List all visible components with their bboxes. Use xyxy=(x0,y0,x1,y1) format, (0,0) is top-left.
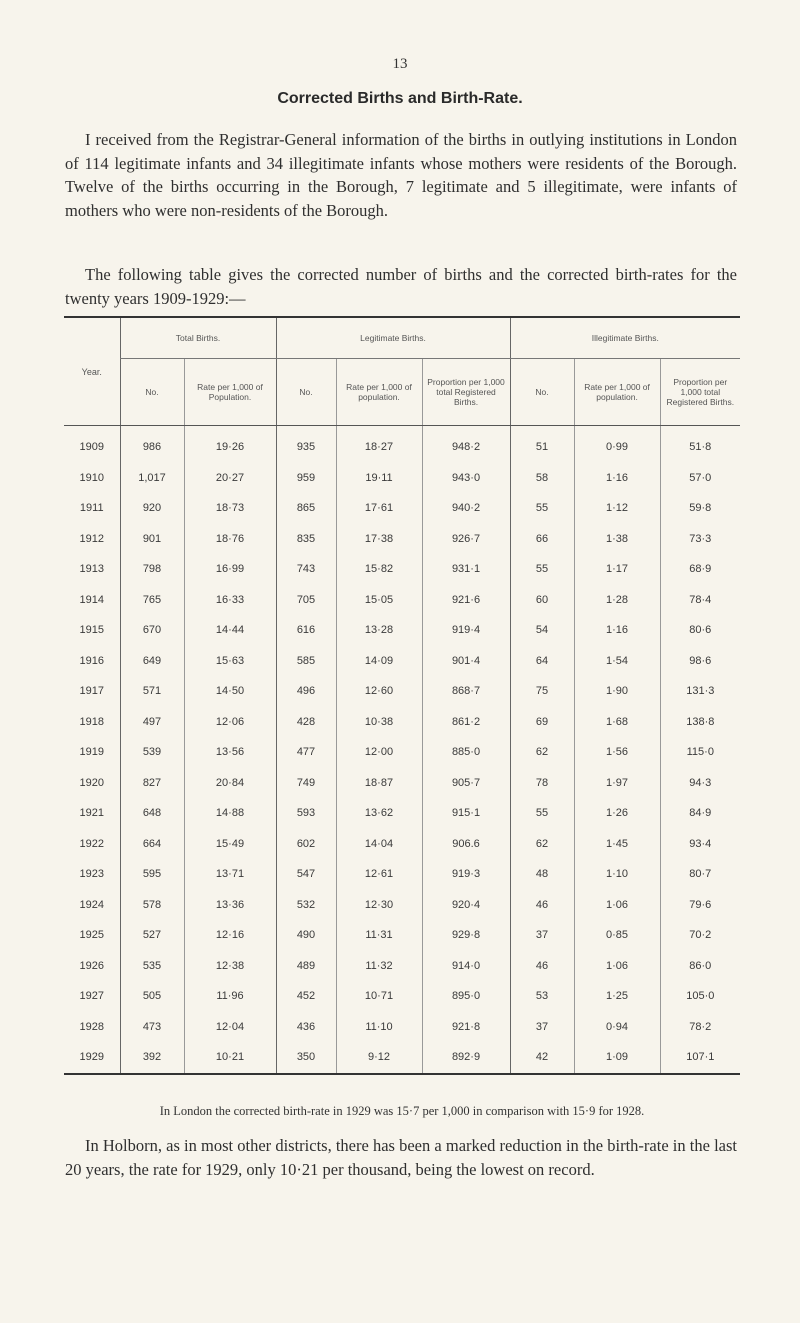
total-no-cell: 648 xyxy=(120,798,184,829)
legitimate-proportion-cell: 943·0 xyxy=(422,463,510,494)
illegitimate-rate-cell: 1·06 xyxy=(574,890,660,921)
legitimate-rate-cell: 17·61 xyxy=(336,493,422,524)
legitimate-proportion-cell: 921·6 xyxy=(422,585,510,616)
year-cell: 1910 xyxy=(79,471,104,484)
illegitimate-proportion-cell: 86·0 xyxy=(660,951,740,982)
year-cell: 1923 xyxy=(79,868,104,881)
legitimate-no-cell: 593 xyxy=(276,798,336,829)
legitimate-no-cell: 602 xyxy=(276,829,336,860)
illegitimate-no-cell: 48 xyxy=(510,859,574,890)
total-no-cell: 497 xyxy=(120,707,184,738)
legitimate-rate-cell: 12·00 xyxy=(336,737,422,768)
total-no-cell: 664 xyxy=(120,829,184,860)
legitimate-rate-cell: 17·38 xyxy=(336,524,422,555)
table-row xyxy=(64,524,740,555)
year-cell: 1928 xyxy=(79,1020,104,1033)
legitimate-proportion-cell: 885·0 xyxy=(422,737,510,768)
table-row xyxy=(64,981,740,1012)
legitimate-proportion-cell: 948·2 xyxy=(422,426,510,463)
year-cell: 1921 xyxy=(79,807,104,820)
illegitimate-rate-cell: 1·54 xyxy=(574,646,660,677)
total-no-cell: 901 xyxy=(120,524,184,555)
illegitimate-no-cell: 37 xyxy=(510,920,574,951)
total-no-cell: 986 xyxy=(120,426,184,463)
legitimate-no-cell: 705 xyxy=(276,585,336,616)
illegitimate-proportion-cell: 94·3 xyxy=(660,768,740,799)
legitimate-births-header: Legitimate Births. xyxy=(276,318,510,359)
total-no-cell: 827 xyxy=(120,768,184,799)
illegitimate-proportion-cell: 73·3 xyxy=(660,524,740,555)
illegitimate-proportion-cell: 138·8 xyxy=(660,707,740,738)
legitimate-rate-cell: 12·30 xyxy=(336,890,422,921)
total-no-cell: 798 xyxy=(120,554,184,585)
total-no-header: No. xyxy=(120,359,184,426)
legitimate-no-cell: 935 xyxy=(276,426,336,463)
legitimate-no-cell: 428 xyxy=(276,707,336,738)
total-no-cell: 1,017 xyxy=(120,463,184,494)
illegitimate-proportion-cell: 79·6 xyxy=(660,890,740,921)
illegitimate-rate-cell: 1·68 xyxy=(574,707,660,738)
year-cell: 1914 xyxy=(79,593,104,606)
illegitimate-no-cell: 54 xyxy=(510,615,574,646)
legitimate-rate-cell: 14·09 xyxy=(336,646,422,677)
illegitimate-proportion-cell: 105·0 xyxy=(660,981,740,1012)
illegitimate-proportion-cell: 80·7 xyxy=(660,859,740,890)
legitimate-rate-cell: 12·61 xyxy=(336,859,422,890)
illegitimate-no-cell: 55 xyxy=(510,554,574,585)
illegitimate-proportion-cell: 93·4 xyxy=(660,829,740,860)
total-no-cell: 595 xyxy=(120,859,184,890)
legitimate-no-cell: 490 xyxy=(276,920,336,951)
year-cell: 1919 xyxy=(79,746,104,759)
intro-paragraph: I received from the Registrar-General information of the births in outlying institutions in London of 114 legitimate infants and 34 illegitimate infants whose mothers were residents of the Borough. Twelve of the births occurring in the Borough, 7 legitimate and 5 illegitimate, were infants of mothers who were non-residents of the Borough. xyxy=(65,130,737,220)
table-row xyxy=(64,768,740,799)
illegitimate-rate-cell: 1·12 xyxy=(574,493,660,524)
illegitimate-no-cell: 66 xyxy=(510,524,574,555)
legitimate-no-header: No. xyxy=(276,359,336,426)
total-rate-cell: 15·49 xyxy=(184,829,276,860)
total-no-cell: 527 xyxy=(120,920,184,951)
table-row xyxy=(64,859,740,890)
legitimate-proportion-cell: 906.6 xyxy=(422,829,510,860)
total-rate-cell: 20·27 xyxy=(184,463,276,494)
illegitimate-proportion-cell: 107·1 xyxy=(660,1042,740,1073)
legitimate-proportion-cell: 905·7 xyxy=(422,768,510,799)
table-row xyxy=(64,646,740,677)
total-no-cell: 649 xyxy=(120,646,184,677)
illegitimate-rate-cell: 1·28 xyxy=(574,585,660,616)
table-row xyxy=(64,463,740,494)
illegitimate-proportion-cell: 115·0 xyxy=(660,737,740,768)
table-row xyxy=(64,1012,740,1043)
illegitimate-no-cell: 55 xyxy=(510,493,574,524)
legitimate-no-cell: 585 xyxy=(276,646,336,677)
legitimate-rate-cell: 13·28 xyxy=(336,615,422,646)
total-rate-cell: 14·50 xyxy=(184,676,276,707)
total-rate-cell: 10·21 xyxy=(184,1042,276,1073)
legitimate-proportion-cell: 929·8 xyxy=(422,920,510,951)
illegitimate-no-cell: 46 xyxy=(510,951,574,982)
table-row xyxy=(64,707,740,738)
table-intro-paragraph: The following table gives the corrected number of births and the corrected birth-rates for the twenty years 1909-1929:— xyxy=(65,265,737,308)
legitimate-proportion-cell: 868·7 xyxy=(422,676,510,707)
illegitimate-rate-cell: 1·25 xyxy=(574,981,660,1012)
legitimate-no-cell: 496 xyxy=(276,676,336,707)
legitimate-proportion-cell: 920·4 xyxy=(422,890,510,921)
legitimate-no-cell: 616 xyxy=(276,615,336,646)
illegitimate-no-cell: 53 xyxy=(510,981,574,1012)
total-no-cell: 578 xyxy=(120,890,184,921)
year-cell: 1917 xyxy=(79,685,104,698)
legitimate-no-cell: 865 xyxy=(276,493,336,524)
total-rate-cell: 13·71 xyxy=(184,859,276,890)
legitimate-no-cell: 489 xyxy=(276,951,336,982)
table-row xyxy=(64,426,740,463)
total-no-cell: 505 xyxy=(120,981,184,1012)
legitimate-no-cell: 350 xyxy=(276,1042,336,1073)
legitimate-proportion-cell: 892·9 xyxy=(422,1042,510,1073)
year-cell: 1925 xyxy=(79,929,104,942)
illegitimate-rate-cell: 1·09 xyxy=(574,1042,660,1073)
total-rate-cell: 12·38 xyxy=(184,951,276,982)
footnote: In London the corrected birth-rate in 1929 was 15·7 per 1,000 in comparison with 15·9 for 1928. xyxy=(159,1104,645,1118)
legitimate-proportion-cell: 914·0 xyxy=(422,951,510,982)
illegitimate-proportion-cell: 84·9 xyxy=(660,798,740,829)
page-number: 13 xyxy=(392,56,408,72)
illegitimate-no-cell: 78 xyxy=(510,768,574,799)
table-row xyxy=(64,920,740,951)
legitimate-proportion-cell: 915·1 xyxy=(422,798,510,829)
legitimate-proportion-cell: 919·3 xyxy=(422,859,510,890)
year-cell: 1920 xyxy=(79,776,104,789)
year-cell: 1911 xyxy=(79,502,104,515)
legitimate-no-cell: 436 xyxy=(276,1012,336,1043)
table-row xyxy=(64,676,740,707)
table-row xyxy=(64,798,740,829)
total-births-header: Total Births. xyxy=(120,318,276,359)
table-row xyxy=(64,585,740,616)
legitimate-rate-cell: 10·71 xyxy=(336,981,422,1012)
total-rate-cell: 12·16 xyxy=(184,920,276,951)
illegitimate-no-header: No. xyxy=(510,359,574,426)
year-cell: 1929 xyxy=(79,1051,104,1064)
total-no-cell: 473 xyxy=(120,1012,184,1043)
illegitimate-no-cell: 58 xyxy=(510,463,574,494)
legitimate-rate-cell: 14·04 xyxy=(336,829,422,860)
total-rate-cell: 13·56 xyxy=(184,737,276,768)
legitimate-proportion-cell: 921·8 xyxy=(422,1012,510,1043)
total-rate-cell: 16·99 xyxy=(184,554,276,585)
legitimate-no-cell: 452 xyxy=(276,981,336,1012)
illegitimate-rate-cell: 0·99 xyxy=(574,426,660,463)
year-cell: 1924 xyxy=(79,898,104,911)
year-cell: 1918 xyxy=(79,715,104,728)
illegitimate-proportion-cell: 51·8 xyxy=(660,426,740,463)
legitimate-proportion-cell: 895·0 xyxy=(422,981,510,1012)
legitimate-no-cell: 532 xyxy=(276,890,336,921)
year-cell: 1922 xyxy=(79,837,104,850)
legitimate-no-cell: 835 xyxy=(276,524,336,555)
table-row xyxy=(64,829,740,860)
total-no-cell: 571 xyxy=(120,676,184,707)
illegitimate-proportion-cell: 68·9 xyxy=(660,554,740,585)
total-rate-cell: 14·44 xyxy=(184,615,276,646)
table-row xyxy=(64,554,740,585)
total-rate-cell: 12·06 xyxy=(184,707,276,738)
conclusion-paragraph: In Holborn, as in most other districts, there has been a marked reduction in the birth-rate in the last 20 years, the rate for 1929, only 10·21 per thousand, being the lowest on record. xyxy=(65,1136,737,1179)
illegitimate-proportion-header: Proportion per 1,000 total Registered Births. xyxy=(660,359,740,426)
legitimate-no-cell: 749 xyxy=(276,768,336,799)
legitimate-rate-cell: 15·05 xyxy=(336,585,422,616)
illegitimate-proportion-cell: 78·2 xyxy=(660,1012,740,1043)
illegitimate-rate-cell: 1·97 xyxy=(574,768,660,799)
legitimate-rate-cell: 12·60 xyxy=(336,676,422,707)
illegitimate-rate-cell: 1·45 xyxy=(574,829,660,860)
total-rate-cell: 16·33 xyxy=(184,585,276,616)
illegitimate-no-cell: 42 xyxy=(510,1042,574,1073)
illegitimate-rate-cell: 0·94 xyxy=(574,1012,660,1043)
year-cell: 1916 xyxy=(79,654,104,667)
legitimate-no-cell: 477 xyxy=(276,737,336,768)
total-no-cell: 920 xyxy=(120,493,184,524)
legitimate-rate-cell: 19·11 xyxy=(336,463,422,494)
illegitimate-rate-cell: 1·10 xyxy=(574,859,660,890)
illegitimate-no-cell: 37 xyxy=(510,1012,574,1043)
legitimate-rate-cell: 10·38 xyxy=(336,707,422,738)
illegitimate-rate-cell: 1·16 xyxy=(574,615,660,646)
illegitimate-rate-cell: 0·85 xyxy=(574,920,660,951)
total-no-cell: 539 xyxy=(120,737,184,768)
legitimate-rate-cell: 11·10 xyxy=(336,1012,422,1043)
illegitimate-rate-cell: 1·17 xyxy=(574,554,660,585)
total-no-cell: 670 xyxy=(120,615,184,646)
births-table-container xyxy=(64,316,740,1075)
table-row xyxy=(64,890,740,921)
illegitimate-no-cell: 46 xyxy=(510,890,574,921)
legitimate-no-cell: 959 xyxy=(276,463,336,494)
illegitimate-no-cell: 55 xyxy=(510,798,574,829)
legitimate-rate-header: Rate per 1,000 of population. xyxy=(336,359,422,426)
illegitimate-proportion-cell: 131·3 xyxy=(660,676,740,707)
illegitimate-no-cell: 69 xyxy=(510,707,574,738)
illegitimate-births-header: Illegitimate Births. xyxy=(510,318,740,359)
total-rate-cell: 11·96 xyxy=(184,981,276,1012)
total-rate-cell: 19·26 xyxy=(184,426,276,463)
total-rate-cell: 14·88 xyxy=(184,798,276,829)
illegitimate-rate-header: Rate per 1,000 of population. xyxy=(574,359,660,426)
section-heading: Corrected Births and Birth-Rate. xyxy=(277,90,523,107)
legitimate-rate-cell: 9·12 xyxy=(336,1042,422,1073)
illegitimate-rate-cell: 1·56 xyxy=(574,737,660,768)
total-no-cell: 392 xyxy=(120,1042,184,1073)
legitimate-no-cell: 743 xyxy=(276,554,336,585)
legitimate-rate-cell: 18·27 xyxy=(336,426,422,463)
illegitimate-rate-cell: 1·26 xyxy=(574,798,660,829)
table-row xyxy=(64,1042,740,1073)
illegitimate-proportion-cell: 80·6 xyxy=(660,615,740,646)
illegitimate-proportion-cell: 59·8 xyxy=(660,493,740,524)
illegitimate-proportion-cell: 78·4 xyxy=(660,585,740,616)
legitimate-proportion-cell: 861·2 xyxy=(422,707,510,738)
illegitimate-proportion-cell: 57·0 xyxy=(660,463,740,494)
total-rate-cell: 18·76 xyxy=(184,524,276,555)
legitimate-rate-cell: 11·31 xyxy=(336,920,422,951)
illegitimate-no-cell: 75 xyxy=(510,676,574,707)
table-row xyxy=(64,737,740,768)
births-table-body xyxy=(64,426,740,1073)
year-header: Year. xyxy=(64,318,120,426)
illegitimate-rate-cell: 1·06 xyxy=(574,951,660,982)
legitimate-rate-cell: 18·87 xyxy=(336,768,422,799)
table-row xyxy=(64,951,740,982)
year-cell: 1912 xyxy=(79,532,104,545)
illegitimate-no-cell: 62 xyxy=(510,829,574,860)
total-no-cell: 765 xyxy=(120,585,184,616)
total-no-cell: 535 xyxy=(120,951,184,982)
total-rate-cell: 15·63 xyxy=(184,646,276,677)
illegitimate-no-cell: 60 xyxy=(510,585,574,616)
illegitimate-proportion-cell: 98·6 xyxy=(660,646,740,677)
legitimate-proportion-cell: 931·1 xyxy=(422,554,510,585)
illegitimate-rate-cell: 1·16 xyxy=(574,463,660,494)
illegitimate-rate-cell: 1·38 xyxy=(574,524,660,555)
illegitimate-no-cell: 64 xyxy=(510,646,574,677)
legitimate-no-cell: 547 xyxy=(276,859,336,890)
legitimate-proportion-header: Proportion per 1,000 total Registered Births. xyxy=(422,359,510,426)
total-rate-cell: 20·84 xyxy=(184,768,276,799)
legitimate-proportion-cell: 926·7 xyxy=(422,524,510,555)
total-rate-cell: 12·04 xyxy=(184,1012,276,1043)
table-row xyxy=(64,493,740,524)
illegitimate-rate-cell: 1·90 xyxy=(574,676,660,707)
legitimate-proportion-cell: 901·4 xyxy=(422,646,510,677)
total-rate-header: Rate per 1,000 of Population. xyxy=(184,359,276,426)
legitimate-proportion-cell: 940·2 xyxy=(422,493,510,524)
legitimate-rate-cell: 13·62 xyxy=(336,798,422,829)
illegitimate-no-cell: 62 xyxy=(510,737,574,768)
year-cell: 1915 xyxy=(79,624,104,637)
year-cell: 1926 xyxy=(79,959,104,972)
legitimate-rate-cell: 11·32 xyxy=(336,951,422,982)
legitimate-proportion-cell: 919·4 xyxy=(422,615,510,646)
illegitimate-proportion-cell: 70·2 xyxy=(660,920,740,951)
total-rate-cell: 18·73 xyxy=(184,493,276,524)
year-cell: 1913 xyxy=(79,563,104,576)
total-rate-cell: 13·36 xyxy=(184,890,276,921)
year-cell: 1909 xyxy=(79,441,104,454)
births-table xyxy=(64,318,740,1073)
table-row xyxy=(64,615,740,646)
illegitimate-no-cell: 51 xyxy=(510,426,574,463)
year-cell: 1927 xyxy=(79,990,104,1003)
legitimate-rate-cell: 15·82 xyxy=(336,554,422,585)
